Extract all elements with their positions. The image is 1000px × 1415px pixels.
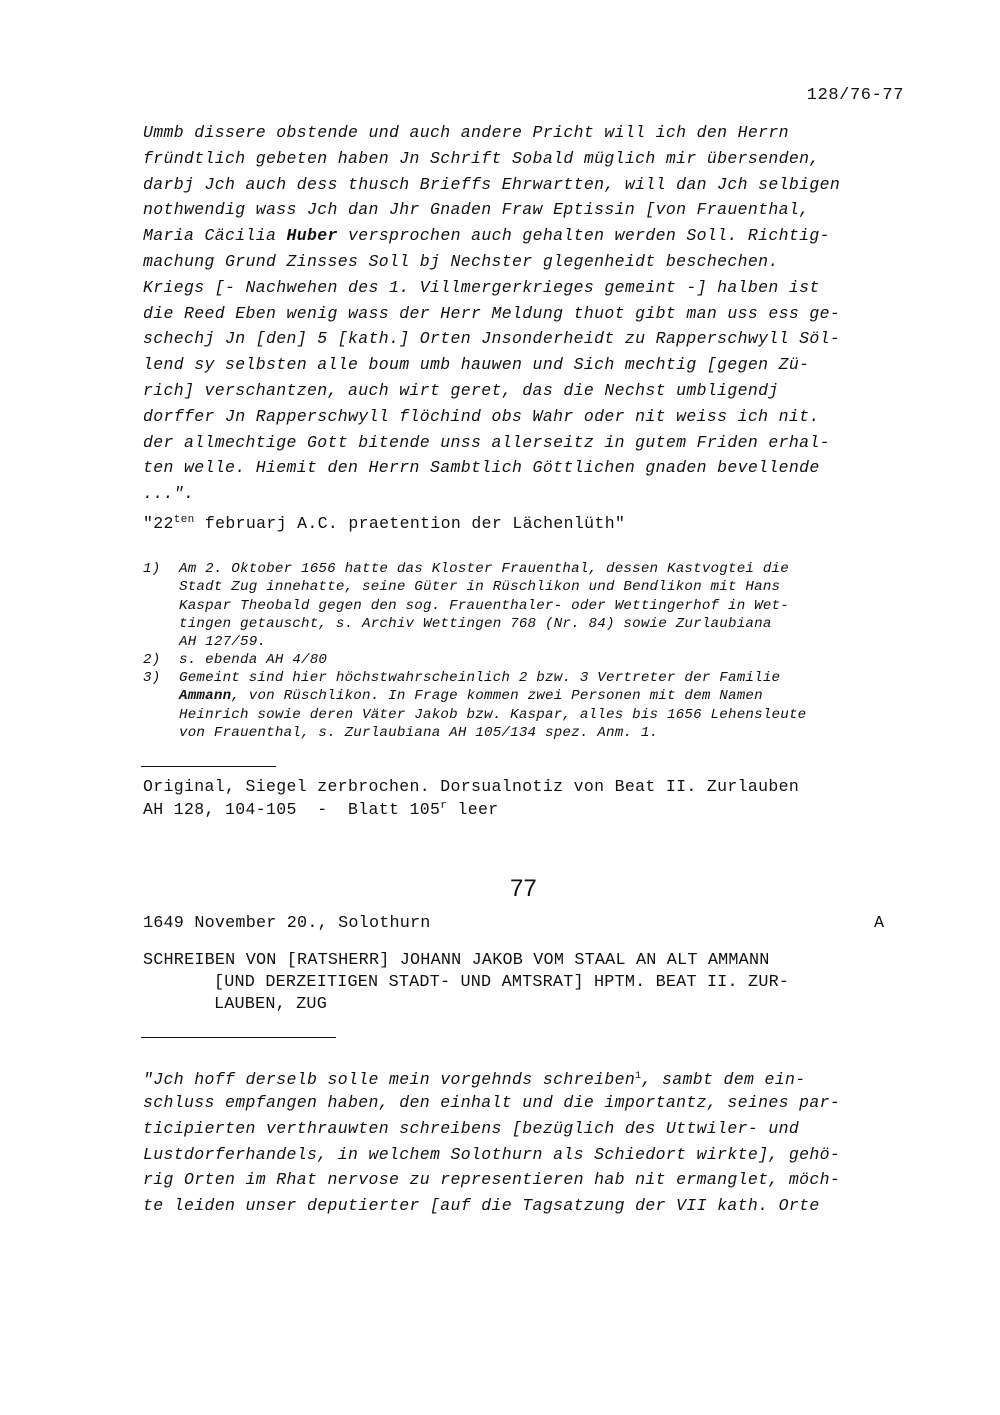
footnote-line: Heinrich sowie deren Väter Jakob bzw. Kaspar, alles bis 1656 Lehensleute xyxy=(179,706,807,723)
footnote-number: 3) xyxy=(143,670,161,686)
letter-line: Ummb dissere obstende und auch andere Pricht will ich den Herrn xyxy=(143,123,789,142)
document-type: A xyxy=(874,914,885,933)
document-title-line: SCHREIBEN VON [RATSHERR] JOHANN JAKOB VOM STAAL AN ALT AMMANN xyxy=(143,951,770,970)
letter-line: Kriegs [- Nachwehen des 1. Villmergerkrieges gemeint -] halben ist xyxy=(143,277,820,297)
letter-line: Maria Cäcilia Huber versprochen auch gehalten werden Soll. Richtig- xyxy=(143,226,830,246)
footnote-line: s. ebenda AH 4/80 xyxy=(179,652,328,668)
footnote-line: Stadt Zug innehatte, seine Güter in Rüschlikon und Bendlikon mit Hans xyxy=(179,579,781,596)
letter2-line: ticipierten verthrauwten schreibens [bezüglich des Uttwiler- und xyxy=(143,1118,800,1138)
footnote-divider xyxy=(141,766,276,767)
footnote-line: Am 2. Oktober 1656 hatte das Kloster Frauenthal, dessen Kastvogtei die xyxy=(179,561,789,577)
letter2-line: "Jch hoff derselb solle mein vorgehnds schreiben$^1$, sambt dem ein- xyxy=(143,1070,806,1089)
letter-line: ten welle. Hiemit den Herrn Sambtlich Göttlichen gnaden bevellende xyxy=(143,458,820,478)
letter2-line: schluss empfangen haben, den einhalt und die importantz, seines par- xyxy=(143,1093,841,1112)
letter2-line: Lustdorferhandels, in welchem Solothurn als Schiedort wirkte], gehö- xyxy=(143,1144,841,1164)
letter-line: dorffer Jn Rapperschwyll flöchind obs Wahr oder nit weiss ich nit. xyxy=(143,406,820,426)
letter-line: ...". xyxy=(143,484,195,504)
letter-line: fründtlich gebeten haben Jn Schrift Sobald müglich mir übersenden, xyxy=(143,148,820,168)
letter-line: rich] verschantzen, auch wirt geret, das die Nechst umbligendj xyxy=(143,381,779,400)
document-date: 1649 November 20., Solothurn xyxy=(143,914,431,933)
dateline: "$22^{ten}$ februarj A.C. praetention der Lächenlüth" xyxy=(143,514,626,533)
letter-line: darbj Jch auch dess thusch Brieffs Ehrwartten, will dan Jch selbigen xyxy=(143,174,841,194)
footnote-number: 2) xyxy=(143,652,161,668)
letter-line: lend sy selbsten alle boum umb hauwen und Sich mechtig [gegen Zü- xyxy=(143,355,810,375)
footnote-number: 1) xyxy=(143,561,161,577)
footnote-line: tingen getauscht, s. Archiv Wettingen 768 (Nr. 84) sowie Zurlaubiana xyxy=(179,615,772,632)
page-reference: 128/76-77 xyxy=(806,86,904,105)
letter-line: machung Grund Zinsses Soll bj Nechster glegenheidt beschechen. xyxy=(143,252,779,271)
document-title-line: [UND DERZEITIGEN STADT- UND AMTSRAT] HPTM. BEAT II. ZUR- xyxy=(214,973,790,992)
footnote-line: Ammann, von Rüschlikon. In Frage kommen zwei Personen mit dem Namen xyxy=(179,688,763,705)
source-note-line2: AH 128, 104-105 - Blatt 105$^r$ leer xyxy=(143,800,499,819)
document-title-line: LAUBEN, ZUG xyxy=(214,995,327,1014)
letter-line: schechj Jn [den] 5 [kath.] Orten Jnsonderheidt zu Rapperschwyll Söl- xyxy=(143,329,841,349)
footnote-line: von Frauenthal, s. Zurlaubiana AH 105/134 spez. Anm. 1. xyxy=(179,724,659,741)
letter-line: nothwendig wass Jch dan Jhr Gnaden Fraw Eptissin [von Frauenthal, xyxy=(143,200,810,220)
footnote-line: AH 127/59. xyxy=(179,634,267,651)
letter2-line: te leiden unser deputierter [auf die Tagsatzung der VII kath. Orte xyxy=(143,1196,820,1216)
letter-line: die Reed Eben wenig wass der Herr Meldung thuot gibt man uss ess ge- xyxy=(143,303,841,323)
footnote-line: Gemeint sind hier höchstwahrscheinlich 2 bzw. 3 Vertreter der Familie xyxy=(179,670,781,686)
letter2-line: rig Orten im Rhat nervose zu representieren hab nit ermanglet, möch- xyxy=(143,1170,841,1190)
title-divider xyxy=(141,1037,336,1038)
letter-line: der allmechtige Gott bitende unss allerseitz in gutem Friden erhal- xyxy=(143,432,830,452)
source-note-line1: Original, Siegel zerbrochen. Dorsualnotiz von Beat II. Zurlauben xyxy=(143,777,800,796)
footnote-line: Kaspar Theobald gegen den sog. Frauenthaler- oder Wettingerhof in Wet- xyxy=(179,597,789,614)
document-number: 77 xyxy=(510,875,537,902)
